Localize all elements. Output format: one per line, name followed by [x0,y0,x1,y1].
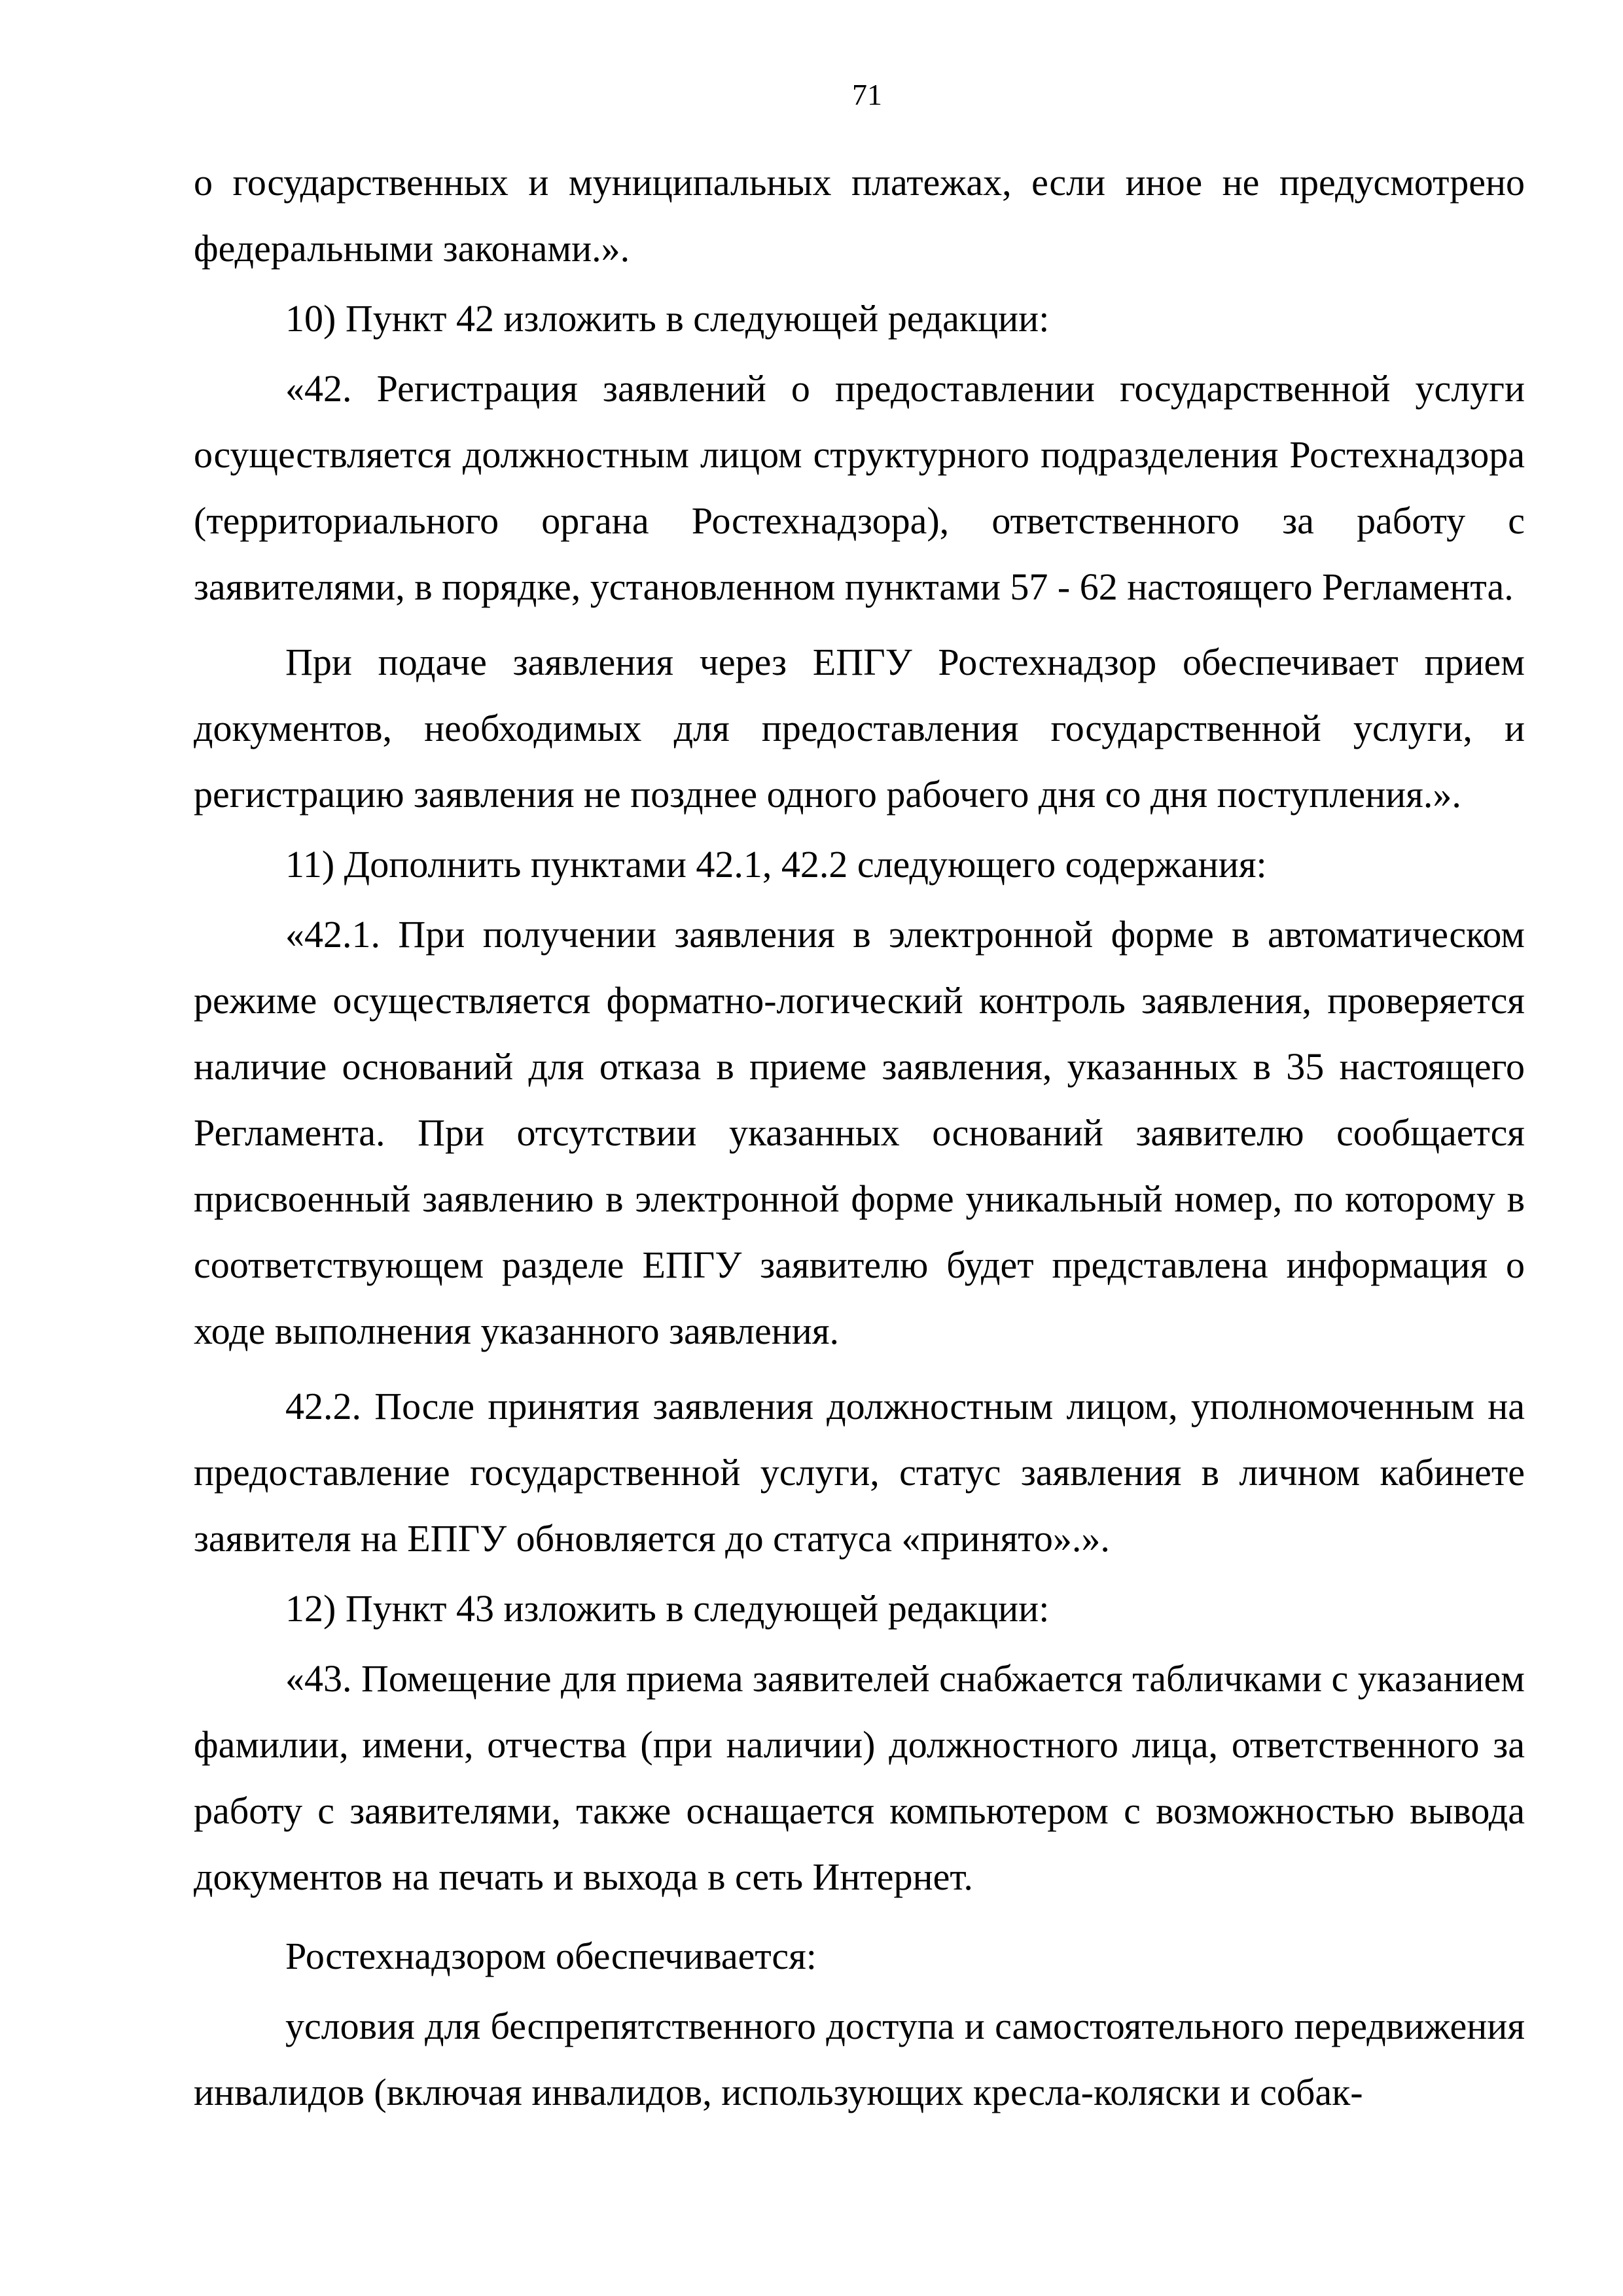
paragraph-point-42-1: «42.1. При получении заявления в электронной форме в автоматическом режиме осуществляется форматно-логический контроль заявления, проверяется наличие оснований для отказа в приеме заявления, указанных в 35 настоящего Регламента. При отсутствии указанных оснований заявителю сообщается присвоенный заявлению в электронной форме уникальный номер, по которому в соответствующем разделе ЕПГУ заявителю будет представлена информация о ходе выполнения указанного заявления. [194,913,1525,1352]
paragraph-point-42: «42. Регистрация заявлений о предоставлении государственной услуги осуществляется должностным лицом структурного подразделения Ростехнадзора (территориального органа Ростехнадзора), ответственного за работу с заявителями, в порядке, установленном пунктами 57 - 62 настоящего Регламента. [194,367,1525,608]
paragraph-item-10: 10) Пункт 42 изложить в следующей редакции: [285,297,1050,340]
paragraph-point-42-2: 42.2. После принятия заявления должностным лицом, уполномоченным на предоставление государственной услуги, статус заявления в личном кабинете заявителя на ЕПГУ обновляется до статуса «принято».». [194,1385,1525,1560]
paragraph-rostekhnadzor-provides: Ростехнадзором обеспечивается: [285,1935,817,1977]
paragraph-point-43: «43. Помещение для приема заявителей снабжается табличками с указанием фамилии, имени, отчества (при наличии) должностного лица, ответственного за работу с заявителями, также оснащается компьютером с возможностью вывода документов на печать и выхода в сеть Интернет. [194,1657,1525,1898]
paragraph-accessibility-conditions: условия для беспрепятственного доступа и самостоятельного передвижения инвалидов (включая инвалидов, использующих кресла-коляски и собак- [194,2005,1525,2113]
paragraph-epgu-registration: При подаче заявления через ЕПГУ Ростехнадзор обеспечивает прием документов, необходимых для предоставления государственной услуги, и регистрацию заявления не позднее одного рабочего дня со дня поступления.». [194,641,1525,816]
page-number: 71 [852,78,882,111]
paragraph-item-12: 12) Пункт 43 изложить в следующей редакции: [285,1587,1050,1630]
paragraph-item-11: 11) Дополнить пунктами 42.1, 42.2 следующего содержания: [285,843,1267,886]
paragraph-continuation: о государственных и муниципальных платежах, если иное не предусмотрено федеральными законами.». [194,161,1525,270]
document-body [194,149,1525,2125]
